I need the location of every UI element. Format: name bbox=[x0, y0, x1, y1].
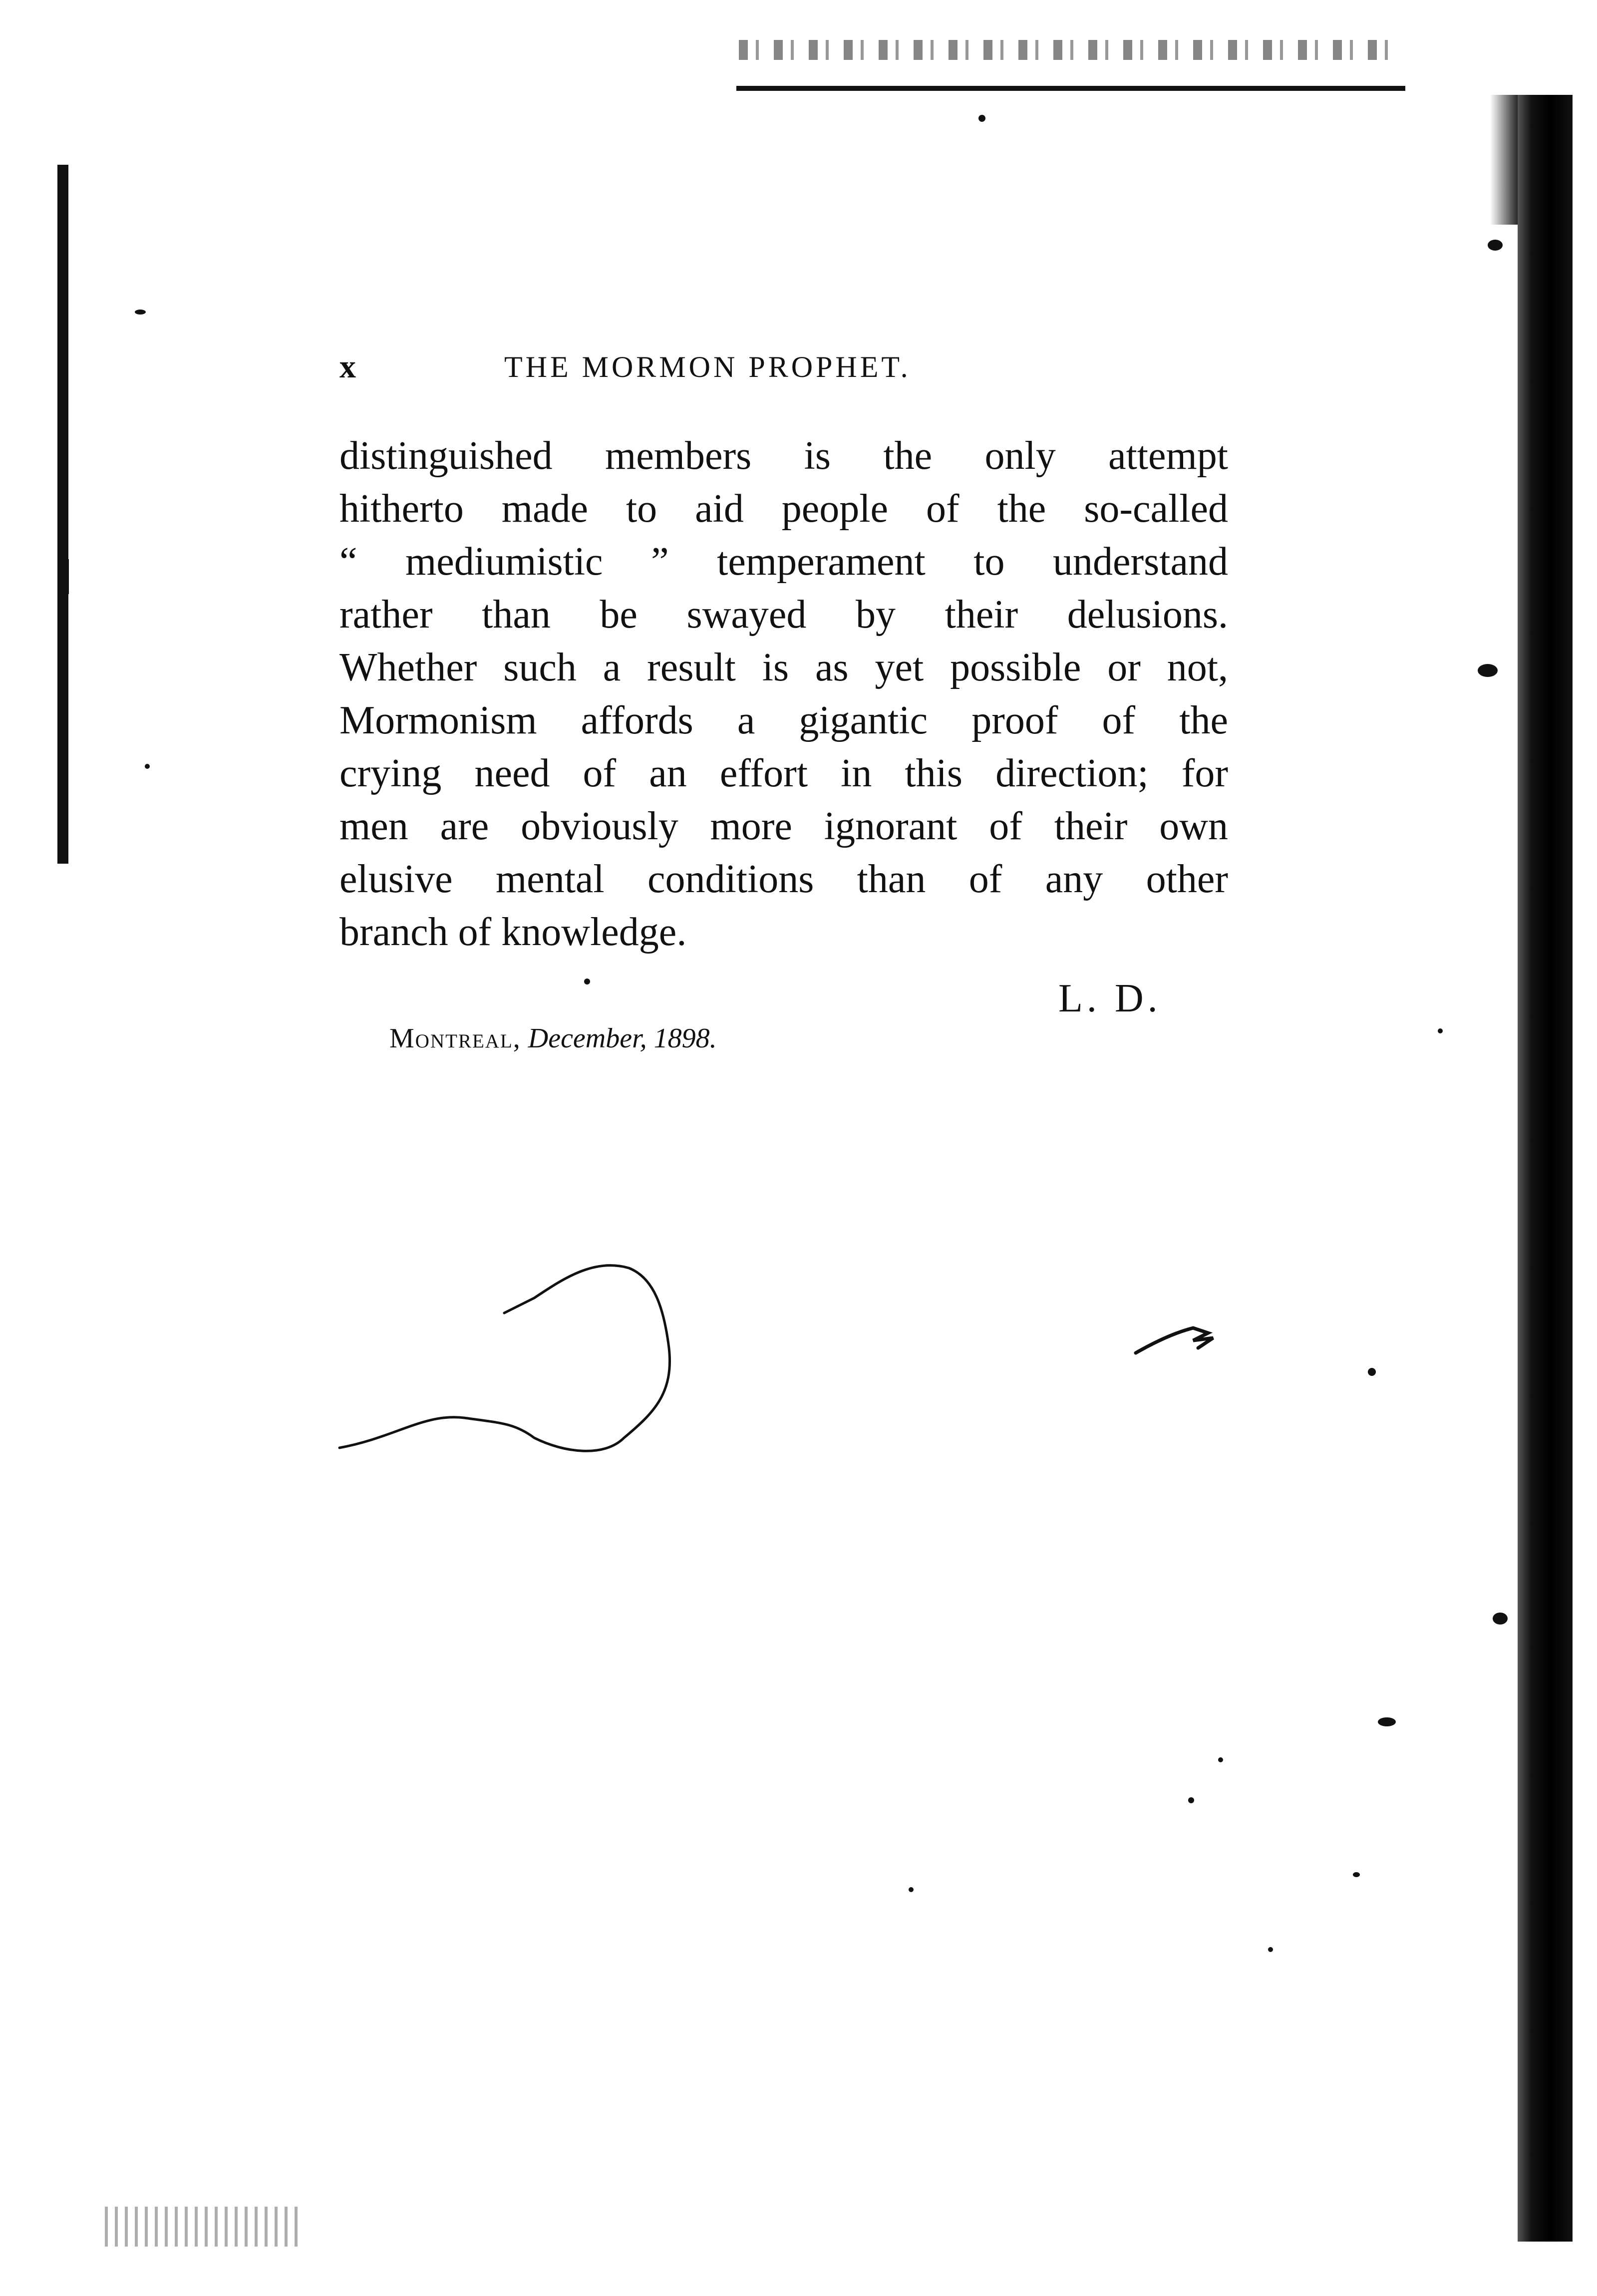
page-number: x bbox=[339, 348, 357, 385]
pencil-loop-mark bbox=[334, 1248, 694, 1468]
dateline-date: December, 1898. bbox=[528, 1023, 717, 1054]
scan-speck bbox=[1478, 664, 1498, 677]
text-line: rather than be swayed by their delusions. bbox=[339, 593, 1228, 637]
scan-noise-top bbox=[739, 40, 1403, 60]
scan-speck bbox=[1488, 240, 1503, 251]
scan-speck bbox=[1188, 1797, 1194, 1803]
ink-scribble-mark bbox=[1133, 1318, 1223, 1363]
text-line: Whether such a result is as yet possible or not, bbox=[339, 646, 1228, 689]
scan-speck bbox=[1378, 1717, 1396, 1726]
text-line: branch of knowledge. bbox=[339, 910, 687, 954]
dateline-place: Montreal, bbox=[389, 1023, 521, 1054]
scan-speck bbox=[1218, 1757, 1223, 1762]
scan-speck bbox=[1368, 1368, 1376, 1376]
scan-speck bbox=[1438, 1028, 1443, 1033]
author-signature: L. D. bbox=[1058, 977, 1162, 1020]
dateline bbox=[389, 1018, 717, 1058]
text-line: “ mediumistic ” temperament to understand bbox=[339, 540, 1228, 584]
body-paragraph bbox=[339, 429, 1228, 959]
text-line: Mormonism affords a gigantic proof of the bbox=[339, 698, 1228, 742]
scan-speck bbox=[909, 1887, 914, 1892]
text-line: crying need of an effort in this direction; for bbox=[339, 751, 1228, 795]
text-line: elusive mental conditions than of any other bbox=[339, 857, 1228, 901]
scan-speck bbox=[1353, 1872, 1360, 1877]
scan-edge-right bbox=[1518, 95, 1573, 2242]
scan-edge-left bbox=[57, 165, 68, 864]
text-line: hitherto made to aid people of the so-called bbox=[339, 487, 1228, 531]
scan-noise-bottom bbox=[105, 2207, 305, 2247]
text-line: men are obviously more ignorant of their own bbox=[339, 804, 1228, 848]
scan-speck bbox=[584, 979, 590, 984]
scan-edge-left-mark bbox=[59, 559, 69, 594]
scan-speck bbox=[1493, 1613, 1508, 1625]
text-line: distinguished members is the only attempt bbox=[339, 434, 1228, 478]
scan-speck bbox=[1268, 1947, 1273, 1952]
running-title: THE MORMON PROPHET. bbox=[504, 350, 911, 383]
running-head bbox=[339, 344, 1228, 394]
scan-speck bbox=[135, 310, 146, 315]
scan-speck bbox=[978, 115, 985, 122]
scan-rule-top bbox=[736, 86, 1405, 91]
scan-speck bbox=[145, 764, 150, 769]
